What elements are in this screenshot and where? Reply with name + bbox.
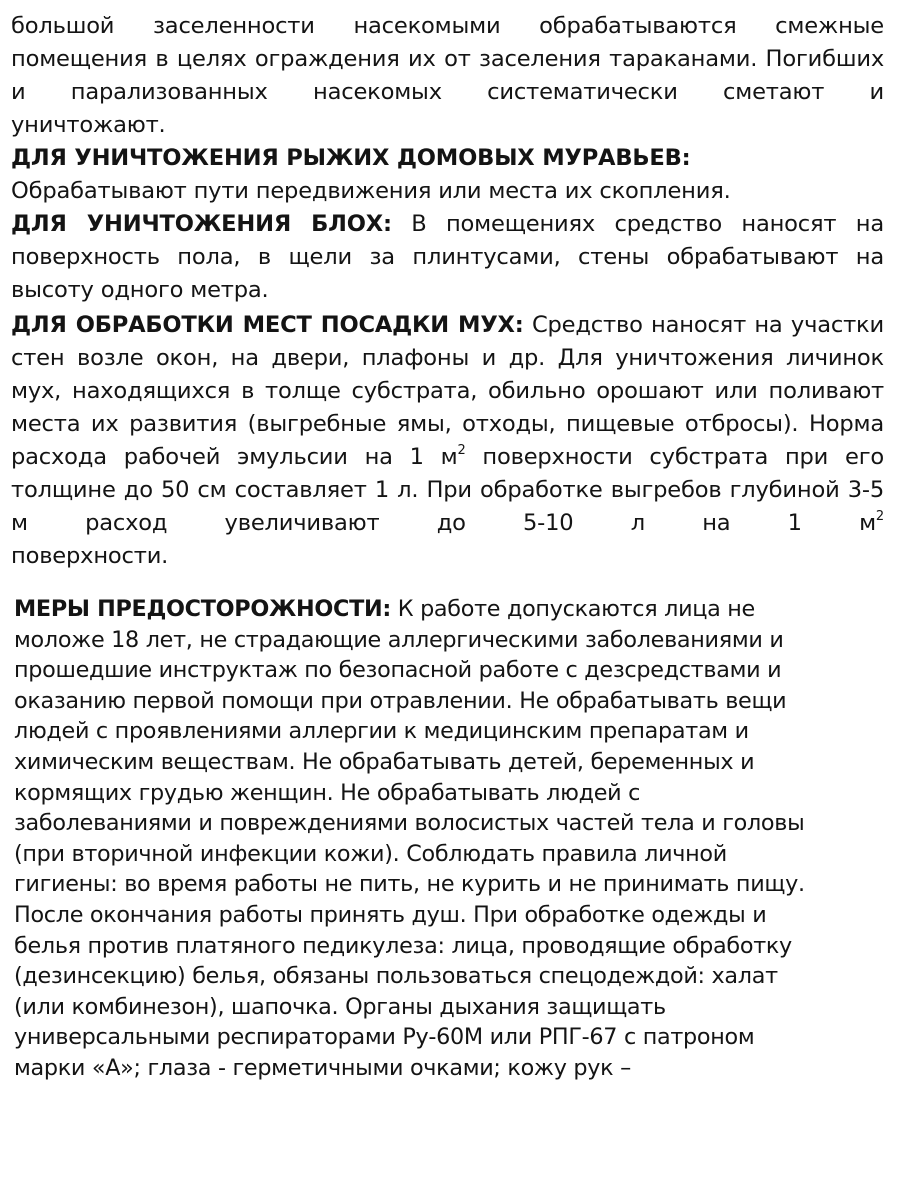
ants-heading: ДЛЯ УНИЧТОЖЕНИЯ РЫЖИХ ДОМОВЫХ МУРАВЬЕВ: [11, 145, 691, 171]
precautions-line: гигиены: во время работы не пить, не курить и не принимать пищу. [14, 871, 805, 898]
precautions-line: (или комбинезон), шапочка. Органы дыхания защищать [14, 993, 666, 1020]
precautions-line: (при вторичной инфекции кожи). Соблюдать правила личной [14, 840, 727, 867]
superscript-2: 2 [457, 443, 466, 458]
precautions-line: белья против платяного педикулеза: лица, проводящие обработку [14, 932, 792, 959]
precautions-line: После окончания работы принять душ. При обработке одежды и [14, 901, 767, 928]
precautions-line: оказанию первой помощи при отравлении. Не обрабатывать вещи [14, 687, 787, 714]
flies-last-line: поверхности. [11, 543, 169, 569]
precautions-line: марки «А»; глаза - герметичными очками; кожу рук – [14, 1054, 631, 1081]
precautions-section [14, 594, 874, 1084]
precautions-first-line [14, 594, 874, 625]
precautions-line: прошедшие инструктаж по безопасной работе с дезсредствами и [14, 657, 782, 684]
ants-text-line [11, 175, 884, 208]
precautions-heading: МЕРЫ ПРЕДОСТОРОЖНОСТИ: [14, 596, 391, 622]
treatment-instructions [11, 10, 884, 573]
precautions-first-text: К работе допускаются лица не [390, 596, 755, 622]
flies-paragraph [11, 309, 884, 540]
ants-text: Обрабатывают пути передвижения или места их скопления. [11, 178, 731, 204]
precautions-line: химическим веществам. Не обрабатывать детей, беременных и [14, 748, 755, 775]
superscript-2: 2 [875, 509, 884, 524]
intro-paragraph [11, 10, 884, 109]
precautions-line: заболеваниями и повреждениями волосистых частей тела и головы [14, 810, 805, 837]
flies-heading: ДЛЯ ОБРАБОТКИ МЕСТ ПОСАДКИ МУХ: [11, 312, 524, 338]
fleas-paragraph [11, 208, 884, 307]
flies-text-part1: Средство наносят на участки стен возле окон, на двери, плафоны и др. Для уничтожения личинок мух, находящихся в толще субстрата, обильно орошают или поливают места их развития (выгребные ямы, отходы, пищевые отбросы). Норма расхода рабочей эмульсии на 1 м [11, 312, 884, 470]
fleas-text: В помещениях средство наносят на поверхность пола, в щели за плинтусами, стены обрабатывают на высоту одного метра. [11, 211, 885, 303]
precautions-line: универсальными респираторами Ру-60М или РПГ-67 с патроном [14, 1024, 755, 1051]
precautions-line: моложе 18 лет, не страдающие аллергическими заболеваниями и [14, 626, 784, 653]
flies-text-part2: поверхности субстрата при его толщине до 50 см составляет 1 л. При обработке выгребов глубиной 3-5 м расход увеличивают до 5-10 л на 1 м [11, 444, 884, 536]
precautions-line: кормящих грудью женщин. Не обрабатывать людей с [14, 779, 641, 806]
ants-paragraph [11, 142, 884, 175]
intro-last-line: уничтожают. [11, 112, 166, 138]
fleas-heading: ДЛЯ УНИЧТОЖЕНИЯ БЛОХ: [11, 211, 392, 237]
intro-text: большой заселенности насекомыми обрабатываются смежные помещения в целях ограждения их от заселения тараканами. Погибших и парализованных насекомых систематически сметают и [11, 13, 884, 105]
precautions-line: (дезинсекцию) белья, обязаны пользоваться спецодеждой: халат [14, 963, 778, 990]
precautions-line: людей с проявлениями аллергии к медицинским препаратам и [14, 718, 749, 745]
